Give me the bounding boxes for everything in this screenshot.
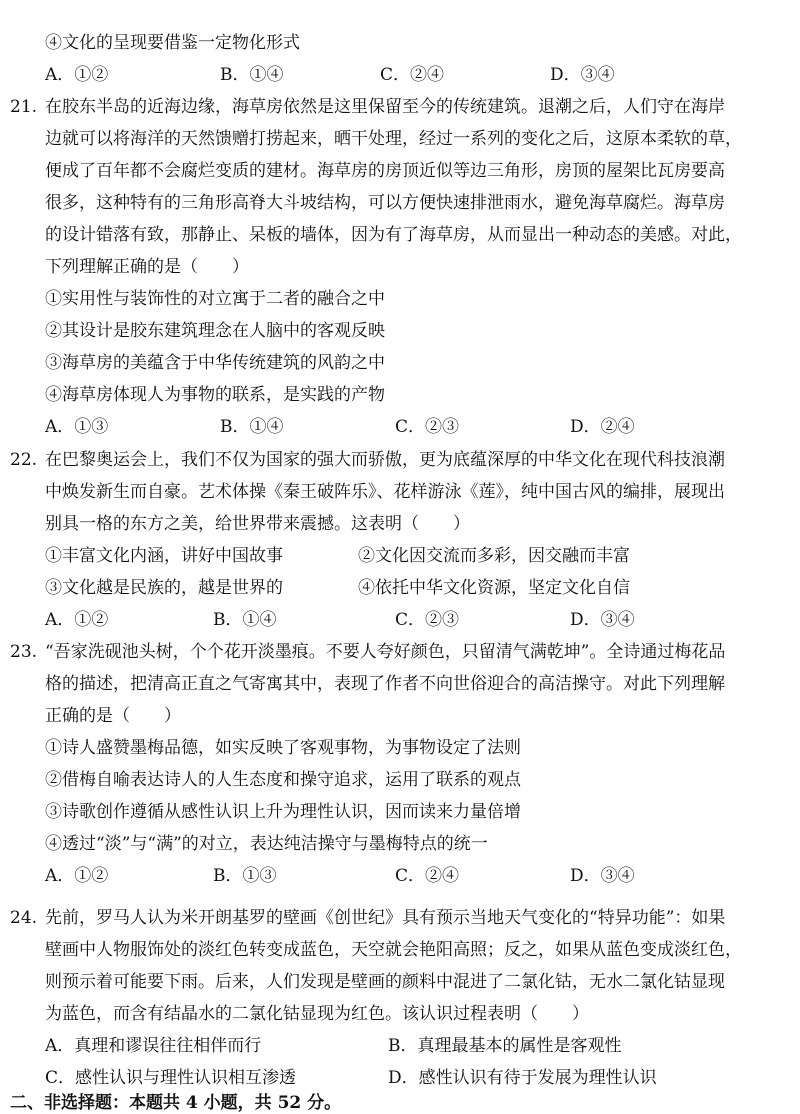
question-stem-line: “吾家洗砚池头树，个个花开淡墨痕。不要人夸好颜色，只留清气满乾坤”。全诗通过梅花品 xyxy=(45,642,726,662)
option-c: C．②③ xyxy=(395,417,460,437)
question-stem-line: 在巴黎奥运会上，我们不仅为国家的强大而骄傲，更为底蕴深厚的中华文化在现代科技浪潮 xyxy=(45,450,725,470)
question-stem-line: 便成了百年都不会腐烂变质的建材。海草房的房顶近似等边三角形，房顶的屋架比瓦房要高 xyxy=(45,161,725,181)
answer-options xyxy=(45,64,765,86)
statement: ②借梅自喻表达诗人的人生态度和操守追求，运用了联系的观点 xyxy=(45,770,521,790)
statement: ④海草房体现人为事物的联系，是实践的产物 xyxy=(45,385,385,405)
option-c: C．感性认识与理性认识相互渗透 xyxy=(45,1068,297,1088)
question-stem-line: 的设计错落有致，那静止、呆板的墙体，因为有了海草房，从而显出一种动态的美感。对此， xyxy=(45,225,742,245)
statement: ①丰富文化内涵，讲好中国故事 xyxy=(45,546,283,566)
statement: ④透过“淡”与“满”的对立，表达纯洁操守与墨梅特点的统一 xyxy=(45,834,488,854)
option-b: B．①④ xyxy=(213,610,277,630)
question-number: 24. xyxy=(10,908,38,928)
statement: ④文化的呈现要借鉴一定物化形式 xyxy=(45,33,300,53)
statement: ③诗歌创作遵循从感性认识上升为理性认识，因而读来力量倍增 xyxy=(45,802,521,822)
option-a: A．①② xyxy=(45,610,109,630)
option-b: B．①③ xyxy=(213,866,277,886)
question-stem-line: 边就可以将海洋的天然馈赠打捞起来，晒干处理，经过一系列的变化之后，这原本柔软的草， xyxy=(45,129,742,149)
option-b: B．真理最基本的属性是客观性 xyxy=(388,1036,622,1056)
option-c: C．②④ xyxy=(395,866,460,886)
statement: ③海草房的美蕴含于中华传统建筑的风韵之中 xyxy=(45,353,385,373)
question-stem-line: 正确的是（ ） xyxy=(45,706,181,726)
option-c: C．②③ xyxy=(395,610,460,630)
answer-options xyxy=(45,865,765,887)
question-stem-line: 则预示着可能要下雨。后来，人们发现是壁画的颜料中混进了二氯化钴，无水二氯化钴显现 xyxy=(45,972,725,992)
option-d: D．感性认识有待于发展为理性认识 xyxy=(388,1068,657,1088)
option-a: A．①② xyxy=(45,65,109,85)
question-stem-line: 为蓝色，而含有结晶水的二氯化钴显现为红色。该认识过程表明（ ） xyxy=(45,1004,589,1024)
option-d: D．③④ xyxy=(570,610,635,630)
statement: ②文化因交流而多彩，因交融而丰富 xyxy=(358,546,630,566)
section-heading: 二、非选择题：本题共 4 小题，共 52 分。 xyxy=(10,1093,342,1113)
option-c: C．②④ xyxy=(380,65,445,85)
option-b: B．①④ xyxy=(220,417,284,437)
statement: ①诗人盛赞墨梅品德，如实反映了客观事物，为事物设定了法则 xyxy=(45,738,521,758)
question-stem-line: 先前，罗马人认为米开朗基罗的壁画《创世纪》具有预示当地天气变化的“特异功能”：如果 xyxy=(45,908,726,928)
answer-options xyxy=(45,416,765,438)
option-d: D．②④ xyxy=(570,417,635,437)
answer-options xyxy=(45,609,765,631)
statement: ④依托中华文化资源，坚定文化自信 xyxy=(358,578,630,598)
question-stem-line: 下列理解正确的是（ ） xyxy=(45,257,249,277)
question-number: 23. xyxy=(10,642,38,662)
option-a: A．①③ xyxy=(45,417,109,437)
option-d: D．③④ xyxy=(570,866,635,886)
question-stem-line: 格的描述，把清高正直之气寄寓其中，表现了作者不向世俗迎合的高洁操守。对此下列理解 xyxy=(45,674,725,694)
question-stem-line: 在胶东半岛的近海边缘，海草房依然是这里保留至今的传统建筑。退潮之后，人们守在海岸 xyxy=(45,97,725,117)
option-a: A．①② xyxy=(45,866,109,886)
question-stem-line: 壁画中人物服饰处的淡红色转变成蓝色，天空就会艳阳高照；反之，如果从蓝色变成淡红色， xyxy=(45,940,742,960)
option-d: D．③④ xyxy=(550,65,615,85)
statement: ③文化越是民族的，越是世界的 xyxy=(45,578,283,598)
statement: ②其设计是胶东建筑理念在人脑中的客观反映 xyxy=(45,321,385,341)
question-number: 21. xyxy=(10,97,38,117)
question-stem-line: 很多，这种特有的三角形高脊大斗坡结构，可以方便快速排泄雨水，避免海草腐烂。海草房 xyxy=(45,193,725,213)
option-a: A．真理和谬误往往相伴而行 xyxy=(45,1036,262,1056)
question-number: 22. xyxy=(10,450,38,470)
question-stem-line: 中焕发新生而自豪。艺术体操《秦王破阵乐》、花样游泳《莲》，纯中国古风的编排，展现出 xyxy=(45,482,725,502)
statement: ①实用性与装饰性的对立寓于二者的融合之中 xyxy=(45,289,385,309)
question-stem-line: 别具一格的东方之美，给世界带来震撼。这表明（ ） xyxy=(45,514,470,534)
option-b: B．①④ xyxy=(220,65,284,85)
